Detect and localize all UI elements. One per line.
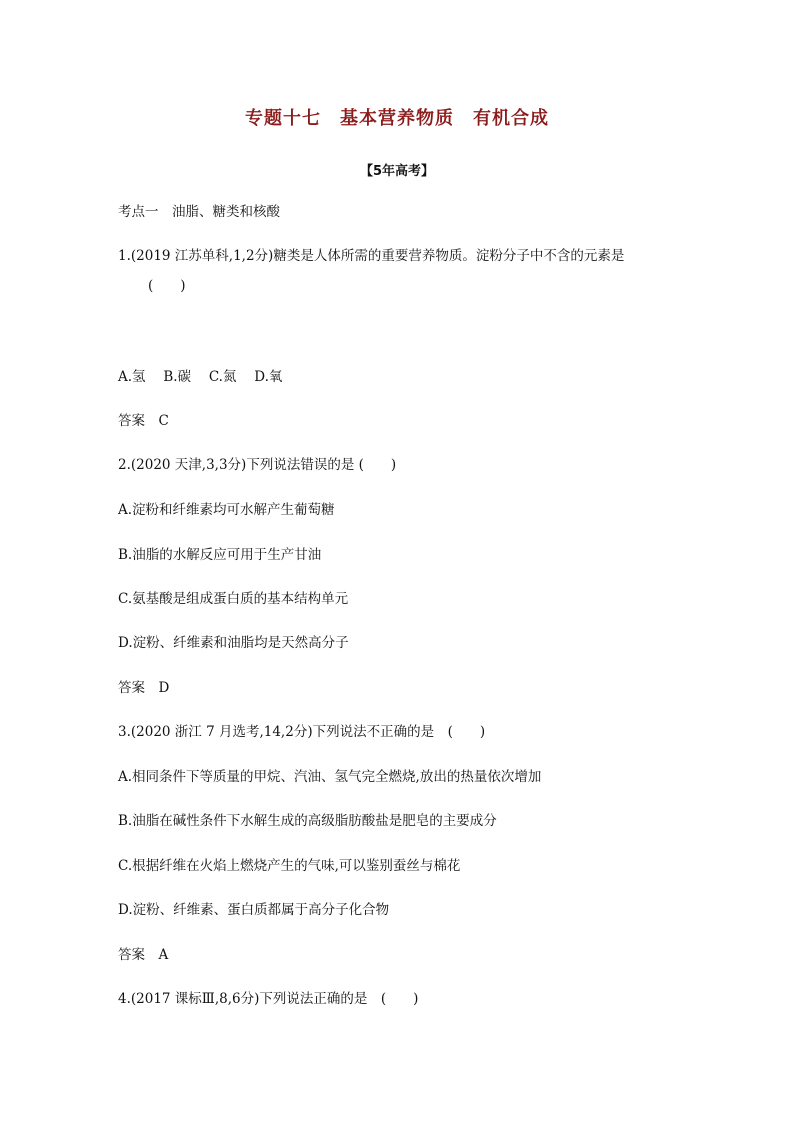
question-1-stem: 1.(2019 江苏单科,1,2分)糖类是人体所需的重要营养物质。淀粉分子中不含的元素是 bbox=[118, 248, 625, 264]
question-1-options: A.氢 B.碳 C.氮 D.氧 bbox=[118, 369, 283, 385]
page-title: 专题十七 基本营养物质 有机合成 bbox=[245, 108, 549, 129]
question-3-stem: 3.(2020 浙江 7 月选考,14,2分)下列说法不正确的是 ( ) bbox=[118, 724, 486, 740]
question-2-stem: 2.(2020 天津,3,3分)下列说法错误的是 ( ) bbox=[118, 457, 397, 473]
question-1-answer: 答案 C bbox=[118, 413, 169, 429]
question-2-option-a: A.淀粉和纤维素均可水解产生葡萄糖 bbox=[118, 502, 335, 518]
question-3-option-d: D.淀粉、纤维素、蛋白质都属于高分子化合物 bbox=[118, 902, 390, 918]
question-2-option-b: B.油脂的水解反应可用于生产甘油 bbox=[118, 547, 322, 563]
topic-heading: 考点一 油脂、糖类和核酸 bbox=[118, 204, 280, 220]
question-1-answer-blank: ( ) bbox=[148, 278, 186, 294]
question-3-option-a: A.相同条件下等质量的甲烷、汽油、氢气完全燃烧,放出的热量依次增加 bbox=[118, 769, 542, 785]
question-3-option-c: C.根据纤维在火焰上燃烧产生的气味,可以鉴别蚕丝与棉花 bbox=[118, 858, 461, 874]
question-4-stem: 4.(2017 课标Ⅲ,8,6分)下列说法正确的是 ( ) bbox=[118, 991, 419, 1007]
question-2-answer: 答案 D bbox=[118, 680, 170, 696]
question-3-option-b: B.油脂在碱性条件下水解生成的高级脂肪酸盐是肥皂的主要成分 bbox=[118, 813, 497, 829]
question-3-answer: 答案 A bbox=[118, 947, 169, 963]
question-2-option-d: D.淀粉、纤维素和油脂均是天然高分子 bbox=[118, 635, 349, 651]
question-2-option-c: C.氨基酸是组成蛋白质的基本结构单元 bbox=[118, 591, 349, 607]
section-header-5-year-exams: 【5年高考】 bbox=[359, 164, 435, 179]
